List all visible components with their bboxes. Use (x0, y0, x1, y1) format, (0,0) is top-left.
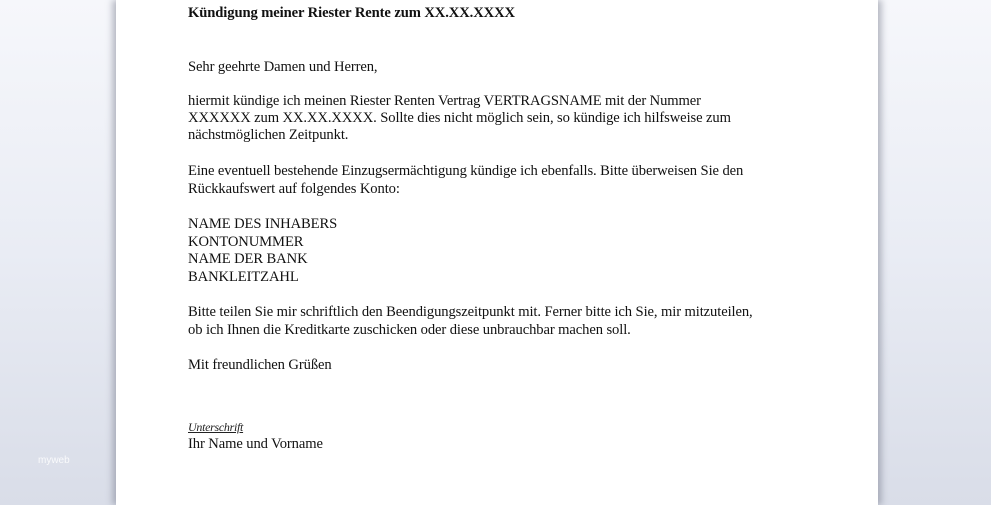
paragraph2-line1: Eine eventuell bestehende Einzugsermächtigung kündige ich ebenfalls. Bitte überweisen Sie den (188, 163, 744, 179)
letter-closing: Mit freundlichen Grüßen (188, 357, 332, 373)
paragraph1-line1: hiermit kündige ich meinen Riester Renten Vertrag VERTRAGSNAME mit der Nummer (188, 93, 701, 109)
bank-name: NAME DER BANK (188, 251, 308, 267)
left-background (0, 0, 116, 505)
paragraph1-line2: XXXXXX zum XX.XX.XXXX. Sollte dies nicht möglich sein, so kündige ich hilfsweise zum (188, 110, 731, 126)
paragraph1-line3: nächstmöglichen Zeitpunkt. (188, 127, 349, 143)
letter-subject: Kündigung meiner Riester Rente zum XX.XX.XXXX (188, 5, 515, 21)
account-number: KONTONUMMER (188, 234, 304, 250)
document-page (116, 0, 878, 505)
paragraph2-line2: Rückkaufswert auf folgendes Konto: (188, 181, 400, 197)
bank-code: BANKLEITZAHL (188, 269, 299, 285)
signature: Unterschrift (188, 420, 244, 434)
account-holder: NAME DES INHABERS (188, 216, 338, 232)
paragraph3-line2: ob ich Ihnen die Kreditkarte zuschicken oder diese unbrauchbar machen soll. (188, 322, 631, 338)
letter-salutation: Sehr geehrte Damen und Herren, (188, 59, 378, 75)
right-background (878, 0, 991, 505)
name-line: Ihr Name und Vorname (188, 436, 323, 452)
watermark: myweb (38, 455, 70, 466)
paragraph3-line1: Bitte teilen Sie mir schriftlich den Beendigungszeitpunkt mit. Ferner bitte ich Sie, mir mitzuteilen, (188, 304, 753, 320)
